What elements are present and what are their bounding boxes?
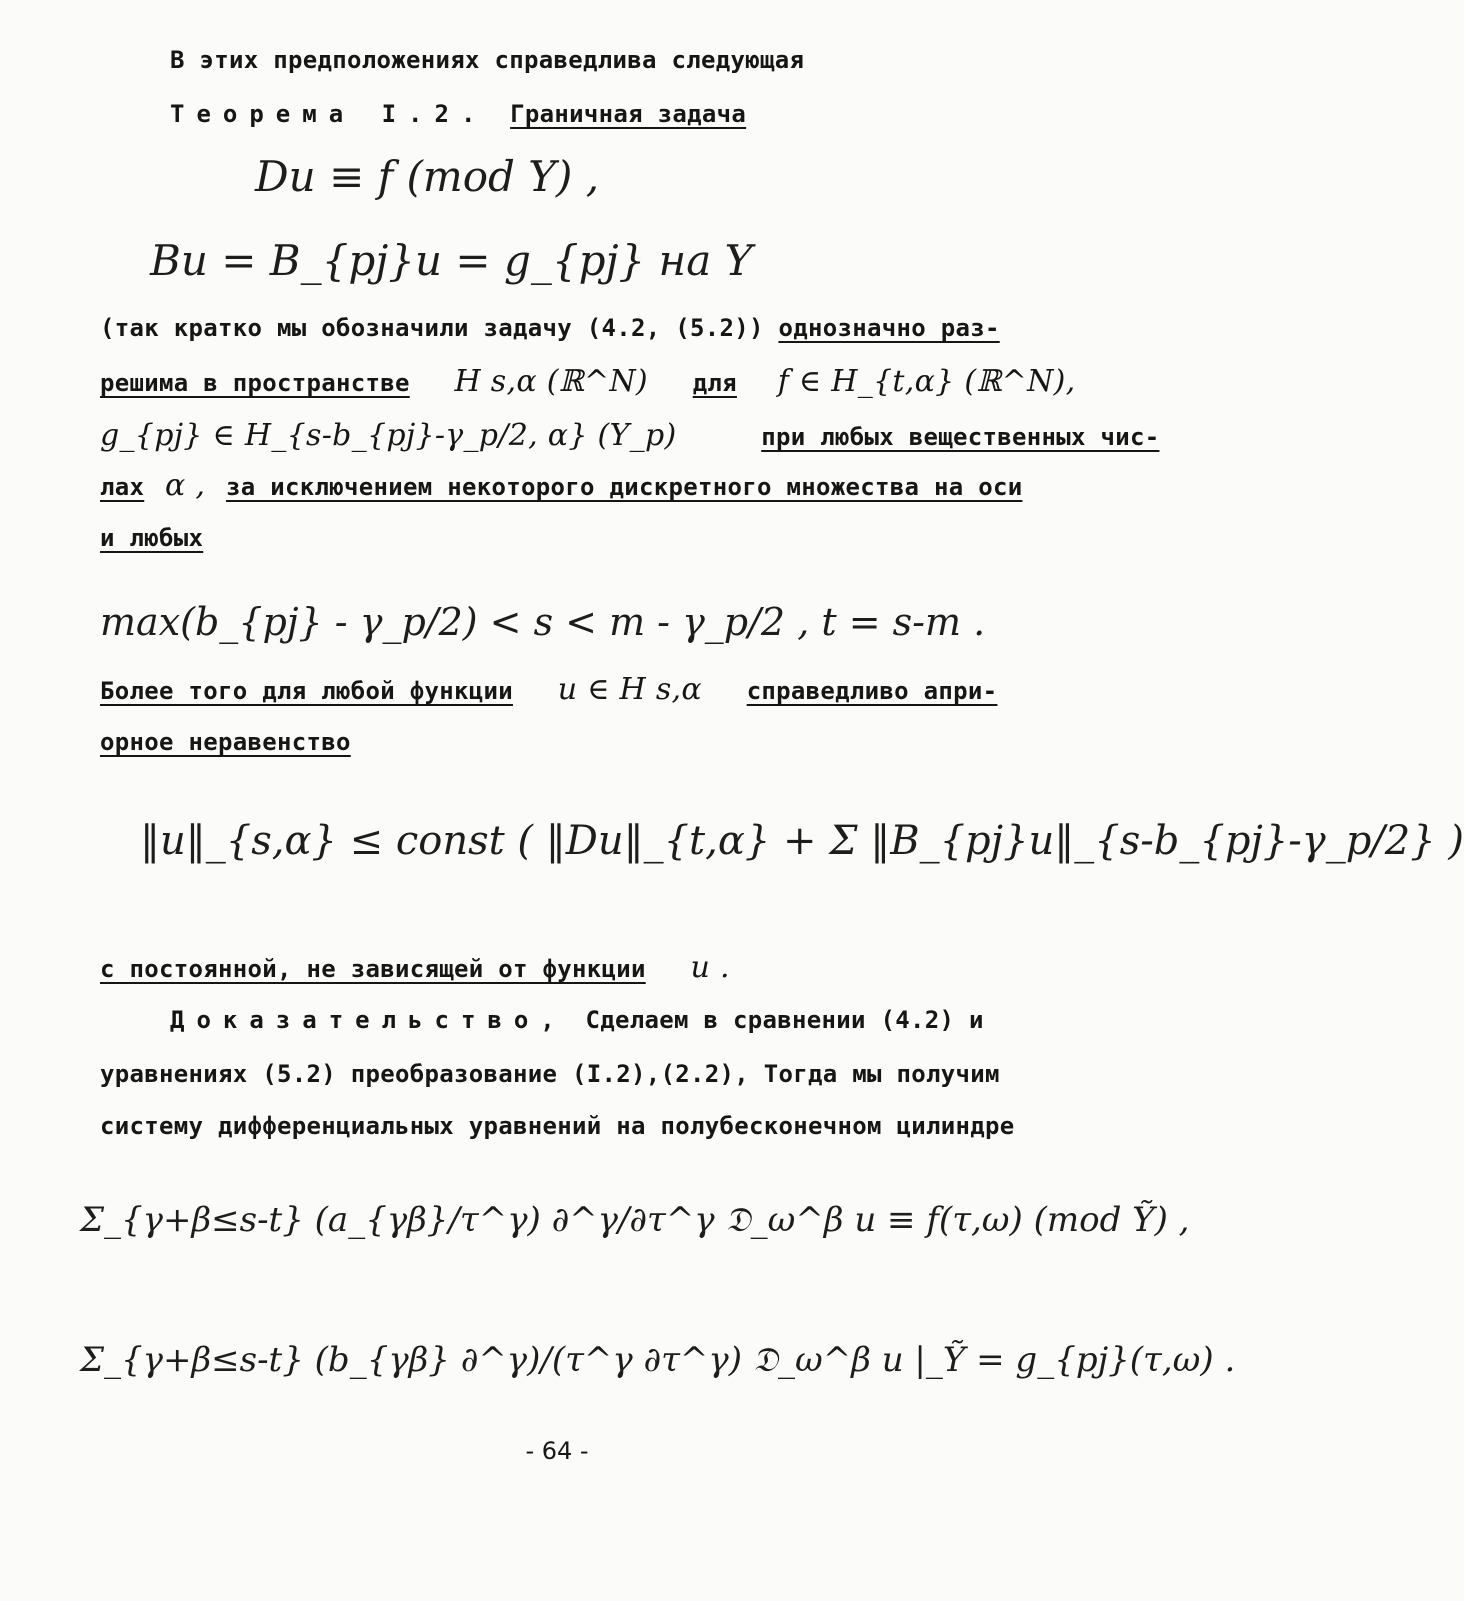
para2-line1-underlined: Более того для любой функции [100,677,513,705]
para1-line2 [100,366,1075,399]
para1-line3-underlined: при любых вещественных чис- [761,423,1160,451]
theorem-label: Теорема I.2. [170,100,488,128]
para1-line1-text: (так кратко мы обозначили задачу (4.2, (5.2)) [100,314,764,342]
para2-line2 [100,726,351,758]
equation-1: Du ≡ f (mod Y) , [255,152,600,201]
para1-line3 [100,420,1159,453]
g-formula: g_{pj} ∈ H_{s-b_{pj}-γ_p/2, α} (Y_p) [100,418,677,453]
intro-text: В этих предположениях справедлива следующая [170,46,805,74]
para1-line2-underlined: решима в пространстве [100,369,410,397]
u-in-H-formula: u ∈ H s,α [557,672,702,707]
page-number: - 64 - [525,1437,589,1465]
proof-line3 [100,1110,1014,1142]
para3-underlined: с постоянной, не зависящей от функции [100,955,646,983]
theorem-heading [170,98,746,130]
u-symbol: u . [690,950,730,985]
intro-line [170,44,804,76]
proof-line1-text: Сделаем в сравнении (4.2) и [585,1006,984,1034]
equation-5: Σ_{γ+β≤s-t} (a_{γβ}/τ^γ) ∂^γ/∂τ^γ 𝔇_ω^β u ≡ f(τ,ω) (mod Ỹ) , [80,1200,1190,1240]
para1-line1-underlined: однозначно раз- [778,314,1000,342]
para1-line1 [100,312,1000,344]
para1-line4-underlined: за исключением некоторого дискретного множества на оси [225,473,1023,501]
word-dlya: для [692,369,737,397]
para1-line5 [100,522,203,554]
proof-line2-text: уравнениях (5.2) преобразование (I.2),(2.2), Тогда мы получим [100,1060,1000,1088]
space-formula: H s,α (ℝ^N) [454,364,648,399]
para1-line5-underlined: и любых [100,524,204,552]
equation-2: Bu = B_{pj}u = g_{pj} на Y [150,236,753,285]
para3-line1 [100,952,730,985]
para2-line2-underlined: орное неравенство [100,728,351,756]
para1-line4 [100,470,1022,503]
equation-6: Σ_{γ+β≤s-t} (b_{γβ} ∂^γ)/(τ^γ ∂τ^γ) 𝔇_ω^β u |_Ỹ = g_{pj}(τ,ω) . [80,1340,1236,1380]
proof-line1 [170,1004,984,1036]
alpha-symbol: α , [165,468,206,503]
f-formula: f ∈ H_{t,α} (ℝ^N), [777,364,1076,399]
proof-label: Доказательство, [170,1006,567,1034]
para2-line1-underlined-end: справедливо апри- [746,677,998,705]
theorem-title: Граничная задача [510,100,747,128]
para2-line1 [100,674,997,707]
proof-line3-text: систему дифференциальных уравнений на полубесконечном цилиндре [100,1112,1015,1140]
equation-4: ‖u‖_{s,α} ≤ const ( ‖Du‖_{t,α} + Σ ‖B_{pj}u‖_{s-b_{pj}-γ_p/2} ) [140,818,1464,864]
word-lah: лах [100,473,145,501]
proof-line2 [100,1058,1000,1090]
equation-3: max(b_{pj} - γ_p/2) < s < m - γ_p/2 , t = s-m . [100,600,986,644]
